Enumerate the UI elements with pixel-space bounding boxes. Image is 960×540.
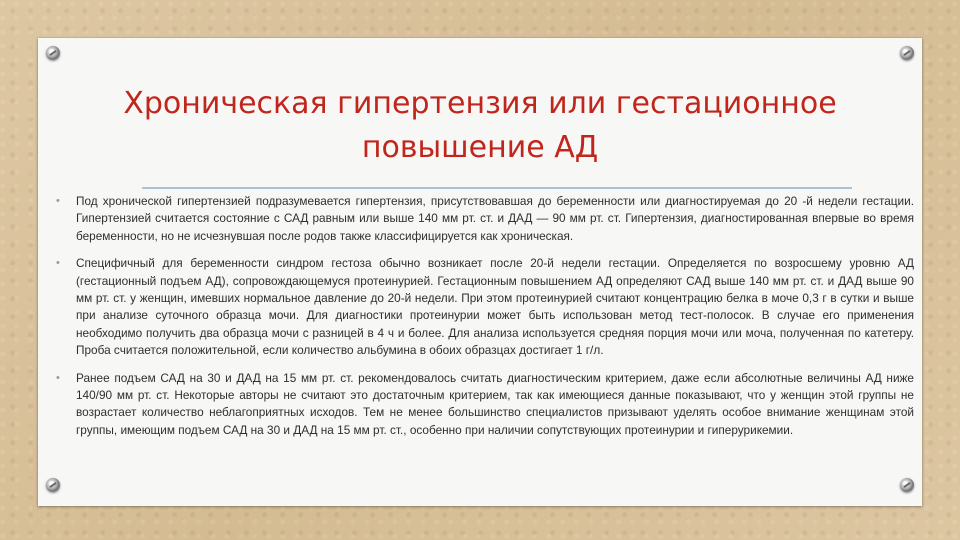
bullet-text: Специфичный для беременности синдром гестоза обычно возникает после 20-й недели гестации. Определяется по возросшему уровню АД (гестационный подъем АД), сопровождающемуся протеинурией. Гестационным повышением АД определяют САД выше 140 мм рт. ст. и ДАД выше 90 мм рт. ст. у женщин, имевших нормальное давление до 20-й недели. При этом протеинурией считают концентрацию белка в моче 0,3 г в сутки и выше при анализе суточного образца мочи. Для диагностики протеинурии может быть использован метод тест-полосок. В случае его применения необходимо получить два образца мочи с разницей в 4 ч и более. Для анализа используется средняя порция мочи или моча, полученная по катетеру. Проба считается положительной, если количество альбумина в обоих образцах достигает 1 г/л. <box>76 256 914 358</box>
bullet-item <box>56 193 914 245</box>
bullet-list <box>56 193 914 449</box>
pushpin-icon <box>46 478 60 492</box>
bullet-icon: • <box>56 371 60 384</box>
slide-title <box>60 82 900 170</box>
title-divider <box>142 187 852 189</box>
bullet-text: Ранее подъем САД на 30 и ДАД на 15 мм рт. ст. рекомендовалось считать диагностическим критерием, даже если абсолютные величины АД ниже 140/90 мм рт. ст. Некоторые авторы не считают это достаточным критерием, так как имеющиеся данные показывают, что у женщин этой группы не возрастает количество неблагоприятных исходов. Тем не менее большинство специалистов призывают уделять особое внимание женщинам этой группы, имеющим подъем САД на 30 и ДАД на 15 мм рт. ст., особенно при наличии сопутствующих протеинурии и гиперурикемии. <box>76 370 914 437</box>
pushpin-icon <box>46 46 60 60</box>
title-line-2: повышение АД <box>361 130 599 165</box>
bullet-icon: • <box>56 195 60 207</box>
pushpin-icon <box>900 478 914 492</box>
title-line-1: Хроническая гипертензия или гестационное <box>123 86 837 121</box>
bullet-text: Под хронической гипертензией подразумевается гипертензия, присутствовавшая до беременности или диагностируемая до 20 -й недели гестации. Гипертензией считается состояние с САД равным или выше 140 мм рт. ст. и ДАД — 90 мм рт. ст. Гипертензия, диагностированная впервые во время беременности, но не исчезнувшая после родов также классифицируется как хроническая. <box>76 194 914 243</box>
bullet-item <box>56 255 914 359</box>
bullet-icon: • <box>56 257 60 270</box>
bullet-item <box>56 370 914 440</box>
pushpin-icon <box>900 46 914 60</box>
